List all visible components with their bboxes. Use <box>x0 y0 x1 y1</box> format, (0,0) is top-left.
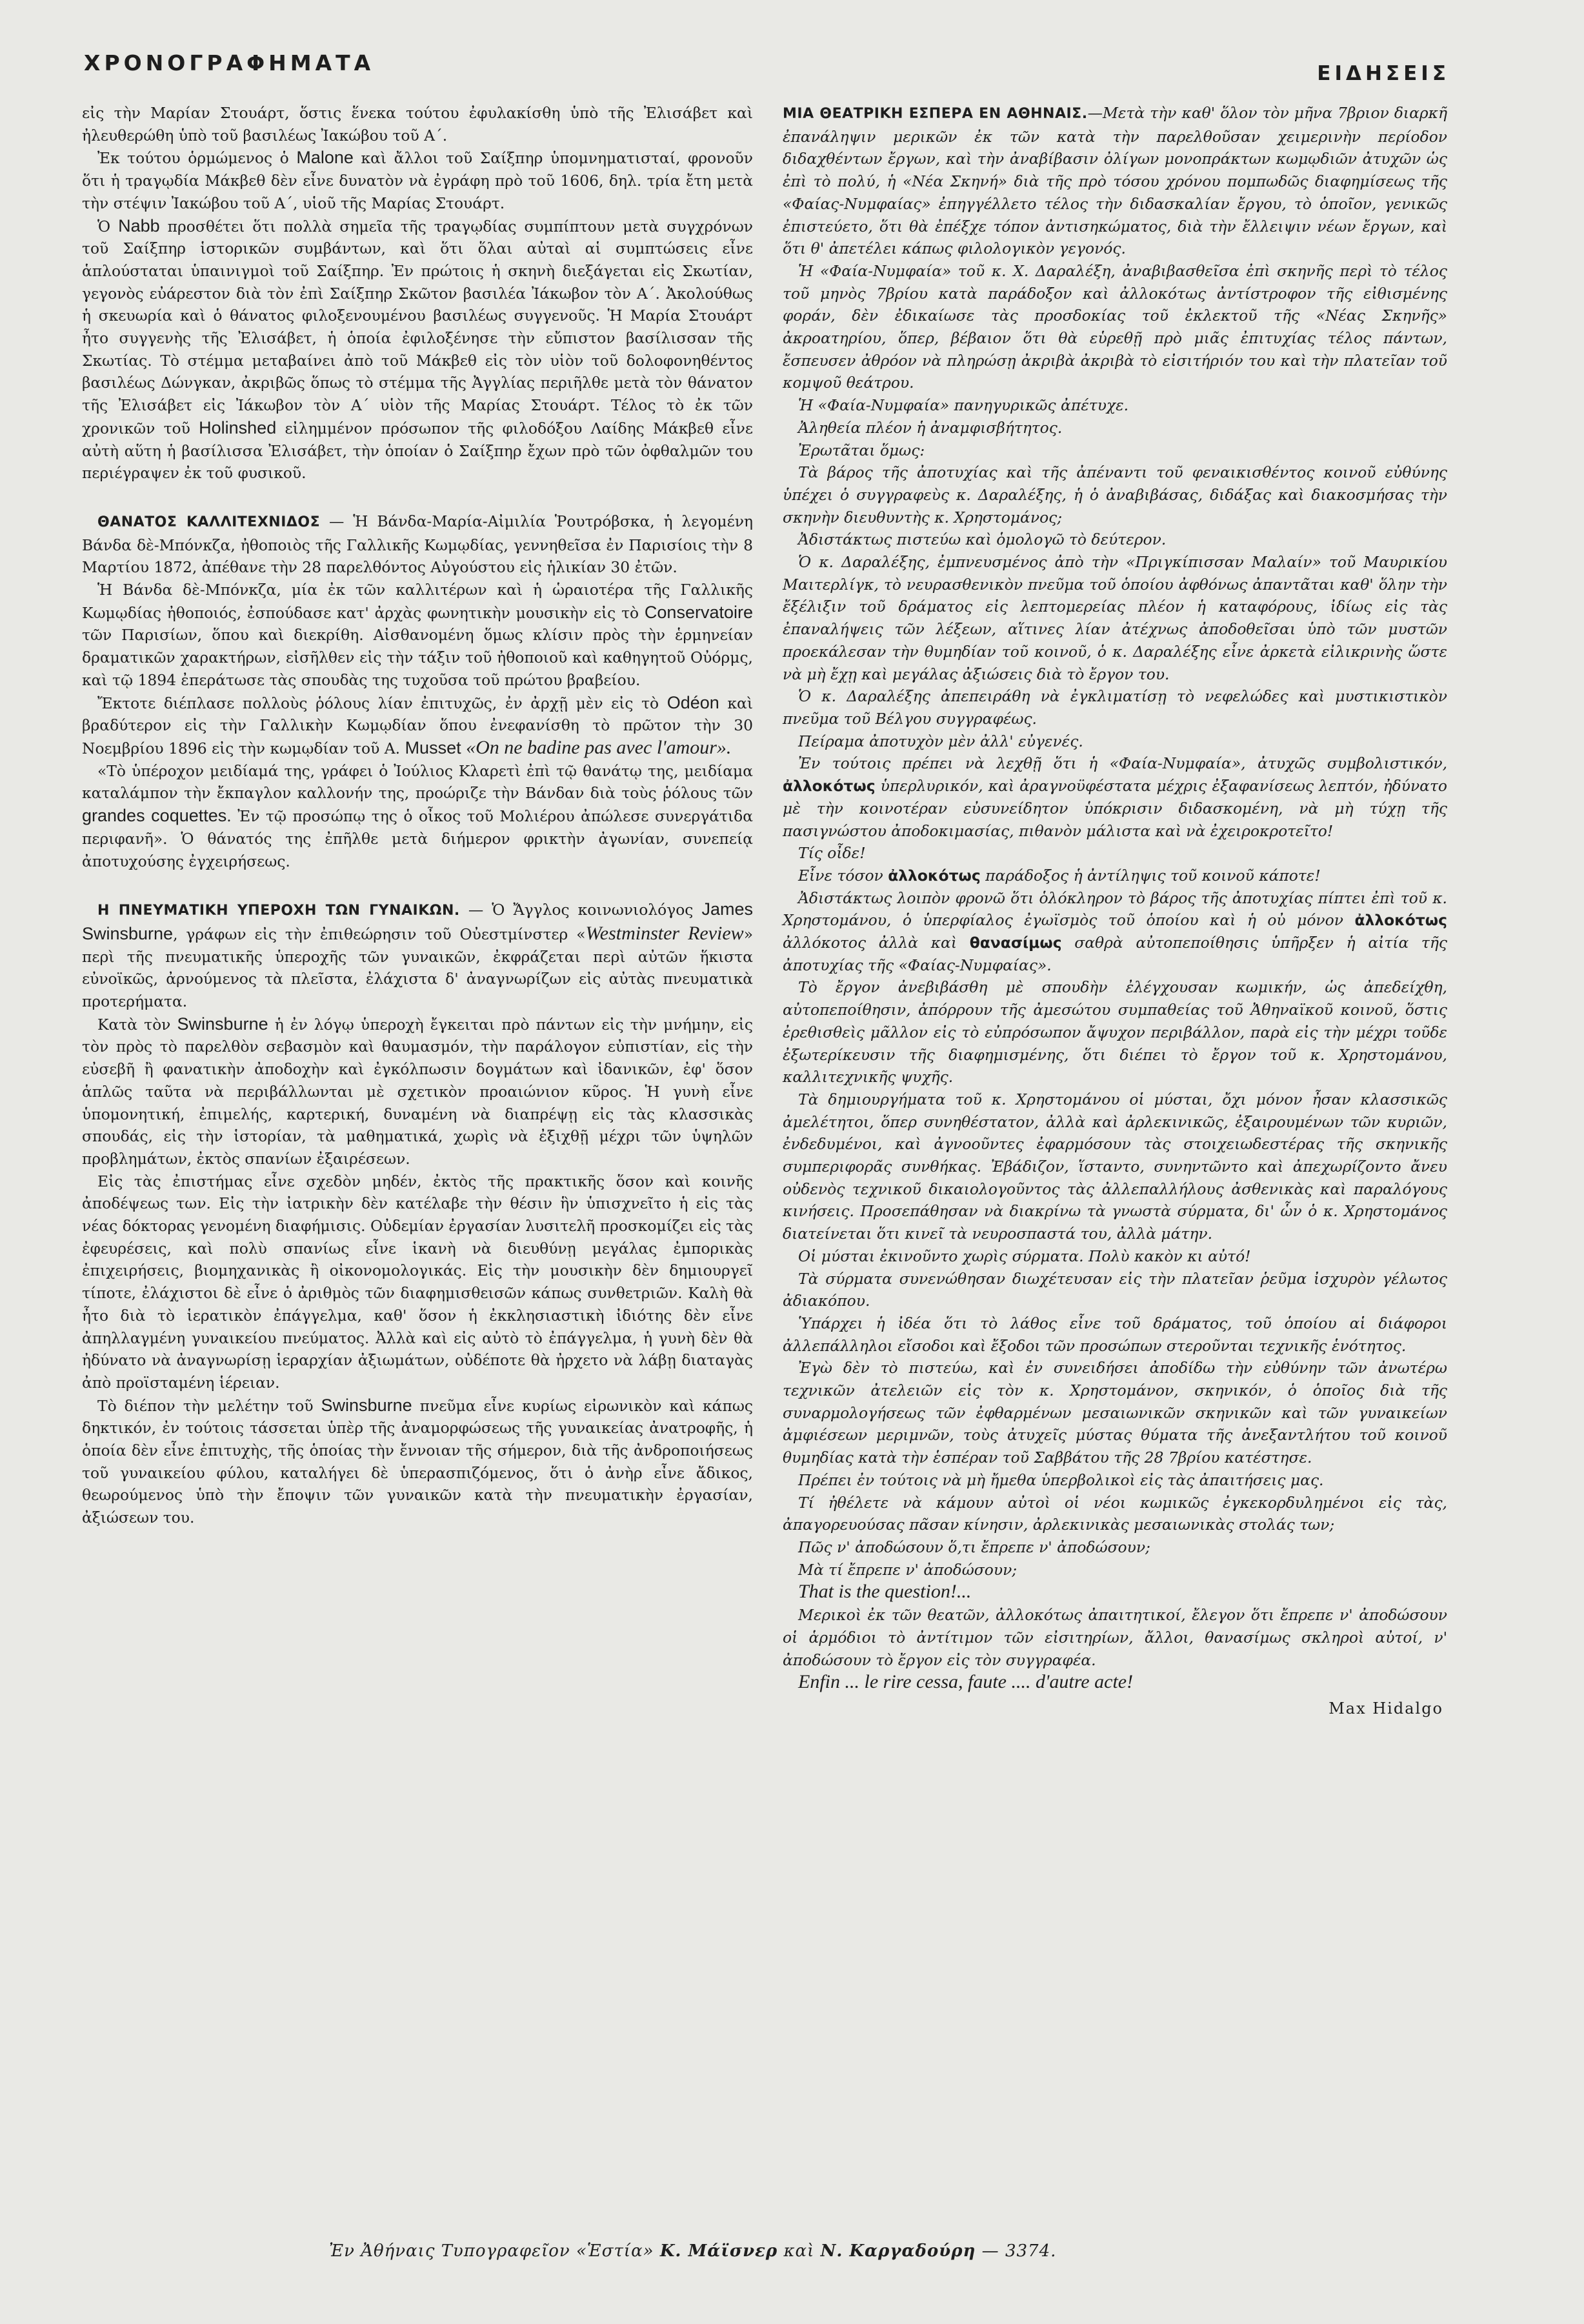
article-paragraph: «Τὸ ὑπέροχον μειδίαμά της, γράφει ὁ Ἰούλιος Κλαρετὶ ἐπὶ τῷ θανάτῳ της, μειδίαμα καταλάμπον τὴν ἔκπαγλον καλλονήν της, προώριζε τὴν Βάνδαν διὰ τοὺς ῥόλους τῶν grandes coquettes. Ἐν τῷ προσώπῳ της ὁ οἶκος τοῦ Μολιέρου ἀπώλεσε συνεργάτιδα περιφανῆ». Ὁ θάνατός της ἐπῆλθε μετὰ διήμερον φρικτὴν ἀγωνίαν, συνεπείᾳ ἀποτυχούσης ἐγχειρήσεως. <box>82 761 753 870</box>
right-column <box>783 102 1447 1718</box>
article-paragraph: Κατὰ τὸν Swinsburne ἡ ἐν λόγῳ ὑπεροχὴ ἔγκειται πρὸ πάντων εἰς τὴν μνήμην, εἰς τὸν πρὸς τὸ παρελθὸν σεβασμὸν καὶ θαυμασμόν, τὴν παράλογον εὐπιστίαν, εἰς τὴν εὐσεβῆ ἢ φανατικὴν ἀποδοχὴν καὶ ἐγκόλπωσιν δογμάτων καὶ ἰδανικῶν, ἐφ' ὅσον ἁπλῶς ταῦτα νὰ περιβάλλωνται μὲ σχετικὸν προαιώνιον κῦρος. Ἡ γυνὴ εἶνε ὑπομονητική, ἐπιμελής, καρτερική, δυναμένη νὰ διαπρέψῃ εἰς τὰς κλασσικὰς σπουδάς, εἰς τὴν ἱστορίαν, τὰ μαθηματικά, χωρὶς νὰ ἐξιχθῇ μέχρι τῶν ὑψηλῶν προβλημάτων, ἐκτὸς σπανίων ἐξαιρέσεων. <box>82 1014 753 1168</box>
article-paragraph: Ὁ Nabb προσθέτει ὅτι πολλὰ σημεῖα τῆς τραγῳδίας συμπίπτουν μετὰ συγχρόνων τοῦ Σαίξπηρ ἱστορικῶν συμβάντων, καὶ ὅτι ὅλαι αὐταὶ αἱ συμπτώσεις εἶνε ἁπλούσταται ὑπαινιγμοὶ τοῦ Σαίξπηρ. Ἐν πρώτοις ἡ σκηνὴ διεξάγεται εἰς Σκωτίαν, γεγονὸς εὐάρεστον διὰ τὸν ἐπὶ Σαίξπηρ Σκῶτον βασιλέα Ἰάκωβον τὸν Α΄. Ἀκολούθως ἡ σκευωρία καὶ ὁ θάνατος φιλοξενουμένου βασιλέως συγγενοῦς. Ἡ Μαρία Στουάρτ ἦτο συγγενὴς τῆς Ἐλισάβετ, ἡ ὁποία ἐφιλοξένησε τὴν εὔπιστον βασίλισσαν τῆς Σκωτίας. Τὸ στέμμα μεταβαίνει ἀπὸ τοῦ Μάκβεθ εἰς τὸν υἱὸν τοῦ δολοφονηθέντος βασιλέως Δώνγκαν, ἀκριβῶς ὅπως τὸ στέμμα τῆς Ἀγγλίας περιῆλθε μετὰ τὸν θάνατον τῆς Ἐλισάβετ εἰς Ἰάκωβον τὸν Α΄ υἱὸν τῆς Μαρίας Στουάρτ. Τέλος τὸ ἐκ τῶν χρονικῶν τοῦ Holinshed εἰλημμένον πρόσωπον τῆς φιλοδόξου Λαίδης Μάκβεθ εἶνε αὐτὴ αὕτη ἡ βασίλισσα Ἐλισάβετ, τὴν ὁποίαν ὁ Σαίξπηρ ἔχων πρὸ τῶν ὀφθαλμῶν του περιέγραψεν ἐκ τοῦ φυσικοῦ. <box>82 215 753 483</box>
article-paragraph: Τί ἠθέλετε νὰ κάμουν αὐτοὶ οἱ νέοι κωμικῶς ἐγκεκορδυλημένοι εἰς τὰς, ἀπαγορευούσας πᾶσαν κίνησιν, ἀρλεκινικὰς μεσαιωνικὰς στολάς των; <box>783 1493 1447 1534</box>
section-header-chronographimata: ΧΡΟΝΟΓΡΑΦΗΜΑΤΑ <box>84 50 375 75</box>
article-paragraph: Ἀδιστάκτως πιστεύω καὶ ὁμολογῶ τὸ δεύτερον. <box>798 530 1167 549</box>
article-paragraph: Ἡ Βάνδα δὲ-Μπόνκζα, μία ἐκ τῶν καλλιτέρων καὶ ἡ ὡραιοτέρα τῆς Γαλλικῆς Κωμῳδίας ἠθοποιός, ἐσπούδασε κατ' ἀρχὰς φωνητικὴν μουσικὴν εἰς τὸ Conservatoire τῶν Παρισίων, ὅπου καὶ διεκρίθη. Αἰσθανομένη ὅμως κλίσιν πρὸς τὴν ἑρμηνείαν δραματικῶν χαρακτήρων, εἰσῆλθεν εἰς τὴν τάξιν τοῦ ἠθοποιοῦ καὶ καθηγητοῦ Οὐόρμς, καὶ τῷ 1894 ἐπεράτωσε τὰς σπουδὰς της τυχοῦσα τοῦ πρώτου βραβείου. <box>82 581 753 689</box>
article-paragraph: Enfin ... le rire cessa, faute .... d'autre acte! <box>798 1671 1134 1693</box>
article-paragraph: Ἀδιστάκτως λοιπὸν φρονῶ ὅτι ὁλόκληρον τὸ βάρος τῆς ἀποτυχίας πίπτει ἐπὶ τοῦ κ. Χρηστομάνου, ὁ ὑπερφίαλος ἐγωϊσμὸς τοῦ ὁποίου καὶ ἡ οὐ μόνον ἀλλοκότως ἀλλόκοτος ἀλλὰ καὶ θανασίμως σαθρὰ αὐτοπεποίθησις ὑπῆρξεν ἡ αἰτία τῆς ἀποτυχίας τῆς «Φαίας-Νυμφαίας». <box>783 888 1447 974</box>
article-paragraph: Μὰ τί ἔπρεπε ν' ἀποδώσουν; <box>798 1560 1018 1579</box>
article-paragraph: That is the question!... <box>798 1581 972 1603</box>
article-heading-theatrical-evening: ΜΙΑ ΘΕΑΤΡΙΚΗ ΕΣΠΕΡΑ ΕΝ ΑΘΗΝΑΙΣ. <box>783 106 1088 122</box>
article-paragraph: Ἐν τούτοις πρέπει νὰ λεχθῇ ὅτι ἡ «Φαία-Νυμφαία», ἀτυχῶς συμβολιστικόν, ἀλλοκότως ὑπερλυρικόν, καὶ ἀραγνοϋφέστατα μέχρις ἐξαφανίσεως λεπτόν, ἠδύνατο μὲ τὴν κοινοτέραν εὐσυνείδητον ὑπόκρισιν διδασκομένη, νὰ μὴ τύχῃ τῆς πασιγνώστου ἀποδοκιμασίας, πιθανὸν μάλιστα καὶ νὰ ἐχειροκροτεῖτο! <box>783 754 1447 840</box>
article-paragraph: Τίς οἶδε! <box>798 844 866 863</box>
spacer <box>82 485 753 510</box>
author-signature: Max Hidalgo <box>1328 1699 1443 1718</box>
printer-imprint: Ἐν Ἀθήναις Τυπογραφεῖον «Ἑστία» Κ. Μάϊσνερ καὶ Ν. Καργαδούρη — 3374. <box>329 2241 1057 2261</box>
article-paragraph: Τὰ βάρος τῆς ἀποτυχίας καὶ τῆς ἀπέναντι τοῦ φεναικισθέντος κοινοῦ εὐθύνης ὑπέχει ὁ συγγραφεὺς κ. Δαραλέξης, ἡ ὁ ἀναβιβάσας, διδάξας καὶ διακοσμήσας τὴν σκηνὴν διευθυντὴς κ. Χρηστομάνος; <box>783 463 1447 526</box>
article-paragraph: Οἱ μύσται ἐκινοῦντο χωρὶς σύρματα. Πολὺ κακὸν κι αὐτό! <box>798 1247 1251 1265</box>
article-paragraph: Ἡ «Φαία-Νυμφαία» πανηγυρικῶς ἀπέτυχε. <box>798 396 1129 415</box>
spacer <box>82 872 753 898</box>
article-paragraph: Ἐρωτᾶται ὅμως: <box>798 441 925 459</box>
article-paragraph: Εἰς τὰς ἐπιστήμας εἶνε σχεδὸν μηδέν, ἐκτὸς τῆς πρακτικῆς ὅσον καὶ κοινῆς ἀποδέψεως των. Εἰς τὴν ἰατρικὴν δὲν κατέλαβε τὴν θέσιν ἣν ὑπισχνεῖτο ἡ εἰς τὰς νέας δόκτορας γενομένη διαφήμισις. Οὐδεμίαν ἐργασίαν λυσιτελῆ προσκομίζει εἰς τὰς ἐφευρέσεις, καὶ πολὺ σπανίως εἶνε ἱκανὴ νὰ διευθύνῃ μεγάλας ἐμπορικὰς ἐπιχειρήσεις, βιομηχανικὰς ἢ οἰκονομολογικάς. Εἰς τὴν μουσικὴν δὲν δημιουργεῖ τίποτε, ἐλάχιστοι δὲ εἶνε ὁ ἀριθμὸς τῶν διαφημισθεισῶν κάπως συνθετριῶν. Καλὴ θὰ ἦτο διὰ τὸ ἱερατικὸν ἐπάγγελμα, καθ' ὅσον ἡ ἐκκλησιαστικὴ ἰδιότης δὲν εἶνε ἀπηλλαγμένη γυναικείου πνεύματος. Ἀλλὰ καὶ εἰς αὐτὸ τὸ ἐπάγγελμα, ἡ γυνὴ δὲν θὰ ἠδύνατο νὰ ἀναγνωρίσῃ ἱεραρχίαν ἀξιωμάτων, οὐδέποτε θὰ ἠρχετο νὰ λάβῃ διαταγὰς ἀπὸ προϊσταμένη ἱέρειαν. <box>82 1172 753 1392</box>
article-paragraph: Ἡ «Φαία-Νυμφαία» τοῦ κ. Χ. Δαραλέξη, ἀναβιβασθεῖσα ἐπὶ σκηνῆς περὶ τὸ τέλος τοῦ μηνὸς 7βρίου κατὰ παράδοξον καὶ ἀλλοκότως ἀντίστροφον τῆς εἰθισμένης φοράν, δὲν ἐδικαίωσε τὰς προσδοκίας τοῦ ἐκλεκτοῦ τῆς «Νέας Σκηνῆς» ἀκροατηρίου, ὅπερ, βέβαιον ὅτι θὰ εὑρεθῇ πρὸ μιᾶς ἐπιτυχίας τέλος πάντων, ἔσπευσεν ἀθρόον νὰ πληρώσῃ ἀκριβὰ ἀκριβὰ τὸ εἰσιτήριόν του καὶ τὴν πλατεῖαν τοῦ κομψοῦ θεάτρου. <box>783 261 1447 392</box>
article-paragraph: Ἀληθεία πλέον ἡ ἀναμφισβήτητος. <box>798 418 1063 437</box>
article-paragraph: Εἶνε τόσον ἀλλοκότως παράδοξος ἡ ἀντίληψις τοῦ κοινοῦ κάποτε! <box>798 866 1321 885</box>
article-paragraph: Ἐγὼ δὲν τὸ πιστεύω, καὶ ἐν συνειδήσει ἀποδίδω τὴν εὐθύνην τῶν ἀνωτέρω τεχνικῶν ἀτελειῶν εἰς τὸν κ. Χρηστομάνον, σκηνικόν, ὁ ὁποῖος διὰ τῆς συναρμολογήσεως τῶν ἐφθαρμένων μεσαιωνικῶν σκηνικῶν καὶ τῶν γυναικείων ἀμφιέσεων μεριμνῶν, τοὺς ἀτυχεῖς μύστας θύματα τῆς ἀνεξαντλήτου τοῦ κοινοῦ θυμηδίας κατὰ τὴν ἑσπέραν τοῦ Σαββάτου τῆς 28 7βρίου κατέστησε. <box>783 1359 1447 1467</box>
article-paragraph: ΘΑΝΑΤΟΣ ΚΑΛΛΙΤΕΧΝΙΔΟΣ — Ἡ Βάνδα-Μαρία-Αἰμιλία Ῥουτρόβσκα, ἡ λεγομένη Βάνδα δὲ-Μπόνκζα, ἠθοποιὸς τῆς Γαλλικῆς Κωμῳδίας, γεννηθεῖσα ἐν Παρισίοις τὴν 8 Μαρτίου 1872, ἀπέθανε τὴν 28 παρελθόντος Αὐγούστου εἰς ἡλικίαν 30 ἐτῶν. <box>82 512 753 577</box>
article-paragraph: εἰς τὴν Μαρίαν Στουάρτ, ὅστις ἕνεκα τούτου ἐφυλακίσθη ὑπὸ τῆς Ἐλισάβετ καὶ ἠλευθερώθη ὑπὸ τοῦ βασιλέως Ἰακώβου τοῦ Α΄. <box>82 104 753 145</box>
article-paragraph: Τὰ σύρματα συνενώθησαν διωχέτευσαν εἰς τὴν πλατεῖαν ῥεῦμα ἰσχυρὸν γέλωτος ἀδιακόπου. <box>783 1269 1447 1310</box>
article-paragraph: Ὑπάρχει ἡ ἰδέα ὅτι τὸ λάθος εἶνε τοῦ δράματος, τοῦ ὁποίου αἱ διάφοροι ἀλλεπάλληλοι εἴσοδοι καὶ ἔξοδοι τῶν προσώπων στεροῦνται τεχνικῆς ἑνότητος. <box>783 1314 1447 1355</box>
left-column <box>82 102 753 1529</box>
article-paragraph: Πῶς ν' ἀποδώσουν ὅ,τι ἔπρεπε ν' ἀποδώσουν; <box>798 1538 1150 1556</box>
article-paragraph: Μερικοὶ ἐκ τῶν θεατῶν, ἀλλοκότως ἀπαιτητικοί, ἔλεγον ὅτι ἔπρεπε ν' ἀποδώσουν οἱ ἁρμόδιοι τὸ ἀντίτιμον τῶν εἰσιτηρίων, ἄλλοι, θανασίμως σκληροὶ αὐτοί, ν' ἀποδώσουν τὸ ἔργον εἰς τὸν συγγραφέα. <box>783 1606 1447 1669</box>
article-paragraph: Πείραμα ἀποτυχὸν μὲν ἀλλ' εὐγενές. <box>798 732 1083 750</box>
article-heading-death-of-artist: ΘΑΝΑΤΟΣ ΚΑΛΛΙΤΕΧΝΙΔΟΣ <box>97 514 321 530</box>
article-paragraph: Ἔκτοτε διέπλασε πολλοὺς ῥόλους λίαν ἐπιτυχῶς, ἐν ἀρχῇ μὲν εἰς τὸ Odéon καὶ βραδύτερον εἰς τὴν Γαλλικὴν Κωμῳδίαν ὅπου ἐνεφανίσθη τὸ πρῶτον τὴν 30 Νοεμβρίου 1896 εἰς τὴν κωμῳδίαν τοῦ A. Musset «On ne badine pas avec l'amour». <box>82 692 753 758</box>
article-paragraph: ΜΙΑ ΘΕΑΤΡΙΚΗ ΕΣΠΕΡΑ ΕΝ ΑΘΗΝΑΙΣ.—Μετὰ τὴν καθ' ὅλον τὸν μῆνα 7βριον διαρκῆ ἐπανάληψιν μερικῶν ἐκ τῶν κατὰ τὴν παρελθοῦσαν χειμερινὴν περίοδον διδαχθέντων ἔργων, καὶ τὴν ἀναβίβασιν ὀλίγων μονοπράκτων κωμῳδιῶν ἀτυχῶν ὡς ἐπὶ τὸ πολύ, ἡ «Νέα Σκηνή» διὰ τῆς πρὸ τόσου χρόνου πομπωδῶς διαφημίσεως τῆς «Φαίας-Νυμφαίας» ἐπηγγέλλετο τέλος τὴν διδασκαλίαν ἔργου, τὸ ὁποῖον, γενικῶς ἐπιστεύετο, ὅτι θὰ ἐπέξχε τόπον ἀντισηκώματος, διὰ τὴν ἔλλειψιν νέων ἔργων, καὶ ὅτι θ' ἀπετέλει κάπως φιλολογικὸν γεγονός. <box>783 104 1448 258</box>
article-paragraph: Πρέπει ἐν τούτοις νὰ μὴ ἤμεθα ὑπερβολικοὶ εἰς τὰς ἀπαιτήσεις μας. <box>798 1470 1324 1489</box>
article-paragraph: Ἐκ τούτου ὁρμώμενος ὁ Malone καὶ ἄλλοι τοῦ Σαίξπηρ ὑπομνηματισταί, φρονοῦν ὅτι ἡ τραγῳδία Μάκβεθ δὲν εἶνε δυνατὸν νὰ ἐγράφη πρὸ τοῦ 1606, δηλ. τρία ἔτη μετὰ τὴν στέψιν Ἰακώβου τοῦ Α΄, υἱοῦ τῆς Μαρίας Στουάρτ. <box>82 148 753 212</box>
section-header-eidiseis: ΕΙΔΗΣΕΙΣ <box>1317 62 1450 85</box>
article-paragraph: Ὁ κ. Δαραλέξης ἀπεπειράθη νὰ ἐγκλιματίσῃ τὸ νεφελώδες καὶ μυστικιστικὸν πνεῦμα τοῦ Βέλγου συγγραφέως. <box>783 687 1447 728</box>
article-heading-womens-superiority: Η ΠΝΕΥΜΑΤΙΚΗ ΥΠΕΡΟΧΗ ΤΩΝ ΓΥΝΑΙΚΩΝ. <box>97 903 460 919</box>
article-paragraph: Τὸ διέπον τὴν μελέτην τοῦ Swinsburne πνεῦμα εἶνε κυρίως εἰρωνικὸν καὶ κάπως δηκτικόν, ἐν τούτοις τάσσεται ὑπὲρ τῆς ἀναμορφώσεως τῆς γυναικείας ἀνατροφῆς, ἡ ὁποία δὲν εἶνε ἐπιτυχὴς, τῆς ὁποίας τὴν ἔννοιαν τῆς σήμερον, διὰ τῆς ἀνδροποιήσεως τοῦ γυναικείου φύλου, καταλήγει δὲ ὑπερασπιζόμενος, ὅτι ὁ ἀνὴρ εἶνε ἄδικος, θεωρούμενος ὑπὸ τὴν ἔποψιν τῶν γυναικῶν κατὰ τὴν πνευματικὴν ἐργασίαν, ἀξιώσεων του. <box>82 1395 753 1527</box>
article-paragraph: Η ΠΝΕΥΜΑΤΙΚΗ ΥΠΕΡΟΧΗ ΤΩΝ ΓΥΝΑΙΚΩΝ. — Ὁ Ἄγγλος κοινωνιολόγος James Swinsburne, γράφων εἰς τὴν ἐπιθεώρησιν τοῦ Οὐεστμίνστερ «Westminster Review» περὶ τῆς πνευματικῆς ὑπεροχῆς τῶν γυναικῶν, ἐκφράζεται περὶ αὐτῶν ἥκιστα εὐνοϊκῶς, ἀρνούμενος τὰ πλεῖστα, ἐλάχιστα δ' ἀναγνωρίζων εἰς αὐτὰς πνευματικὰ προτερήματα. <box>82 899 754 1011</box>
article-paragraph: Τὰ δημιουργήματα τοῦ κ. Χρηστομάνου οἱ μύσται, ὄχι μόνον ἦσαν κλασσικῶς ἀμελέτητοι, ὅπερ συνηθέστατον, ἀλλὰ καὶ ἀρλεκινικῶς, ἐξαιρουμένων τῶν κυριῶν, ἐνδεδυμένοι, καὶ ἀγνοοῦντες ἐφαρμόσουν τὰς στοιχειωδεστέρας τῆς σκηνικῆς συμπεριφορᾶς συνθήκας. Ἐβάδιζον, ἵσταντο, συνηντῶντο καὶ ἀπεχωρίζοντο ἄνευ οὐδενὸς τεχνικοῦ δικαιολογοῦντος τὰς ἀλλεπαλλήλους ἀσθενικὰς καὶ παραλόγους κινήσεις. Προσεπάθησαν νὰ διακρίνω τὰ γνωστὰ σύρματα, δι' ὧν ὁ κ. Χρηστομάνος διατείνεται ὅτι κινεῖ τὰ νευροσπαστά του, ἀλλὰ μάτην. <box>783 1090 1447 1243</box>
article-paragraph: Ὁ κ. Δαραλέξης, ἐμπνευσμένος ἀπὸ τὴν «Πριγκίπισσαν Μαλαίν» τοῦ Μαυρικίου Μαιτερλίγκ, τὸ νευρασθενικὸν πνεῦμα τοῦ ὁποίου ἀφθόνως ἀπαντᾶται καθ' ὅλην τὴν ἔξέλιξιν τοῦ δράματος εἰς λεπτομερείας πλέον ἡ καταφόρους, ἰδίως εἰς τὰς ἐπαναλήψεις τῶν λέξεων, αἵτινες λίαν ἀτέχνως ἀποδοθεῖσαι ὑπὸ τῶν μυστῶν προεκάλεσαν τὴν θυμηδίαν τοῦ κοινοῦ, ὁ κ. Δαραλέξης εἶνε ἀρκετὰ εἰλικρινὴς ὥστε νὰ μὴ ἔχῃ καὶ μεγάλας ἀξιώσεις διὰ τὸ ἔργον του. <box>783 553 1447 683</box>
article-paragraph: Τὸ ἔργον ἀνεβιβάσθη μὲ σπουδὴν ἐλέγχουσαν κωμικήν, ὡς ἀπεδείχθη, αὐτοπεποίθησιν, ἀπόρρουν τῆς ἀμεσώτου συμπαθείας τοῦ Ἀθηναϊκοῦ κοινοῦ, ὅστις ἐρεθισθεὶς μᾶλλον εἰς τὸ εὐπρόσωπον ἄψυχον περιβάλλον, παρὰ εἰς τὴν μέχρι τοῦδε ἐξωτερίκευσιν τῆς διαφημισμένης, ὅτι διέπει τὸ ἔργον τοῦ κ. Χρηστομάνου, καλλιτεχνικῆς ψυχῆς. <box>783 978 1447 1087</box>
